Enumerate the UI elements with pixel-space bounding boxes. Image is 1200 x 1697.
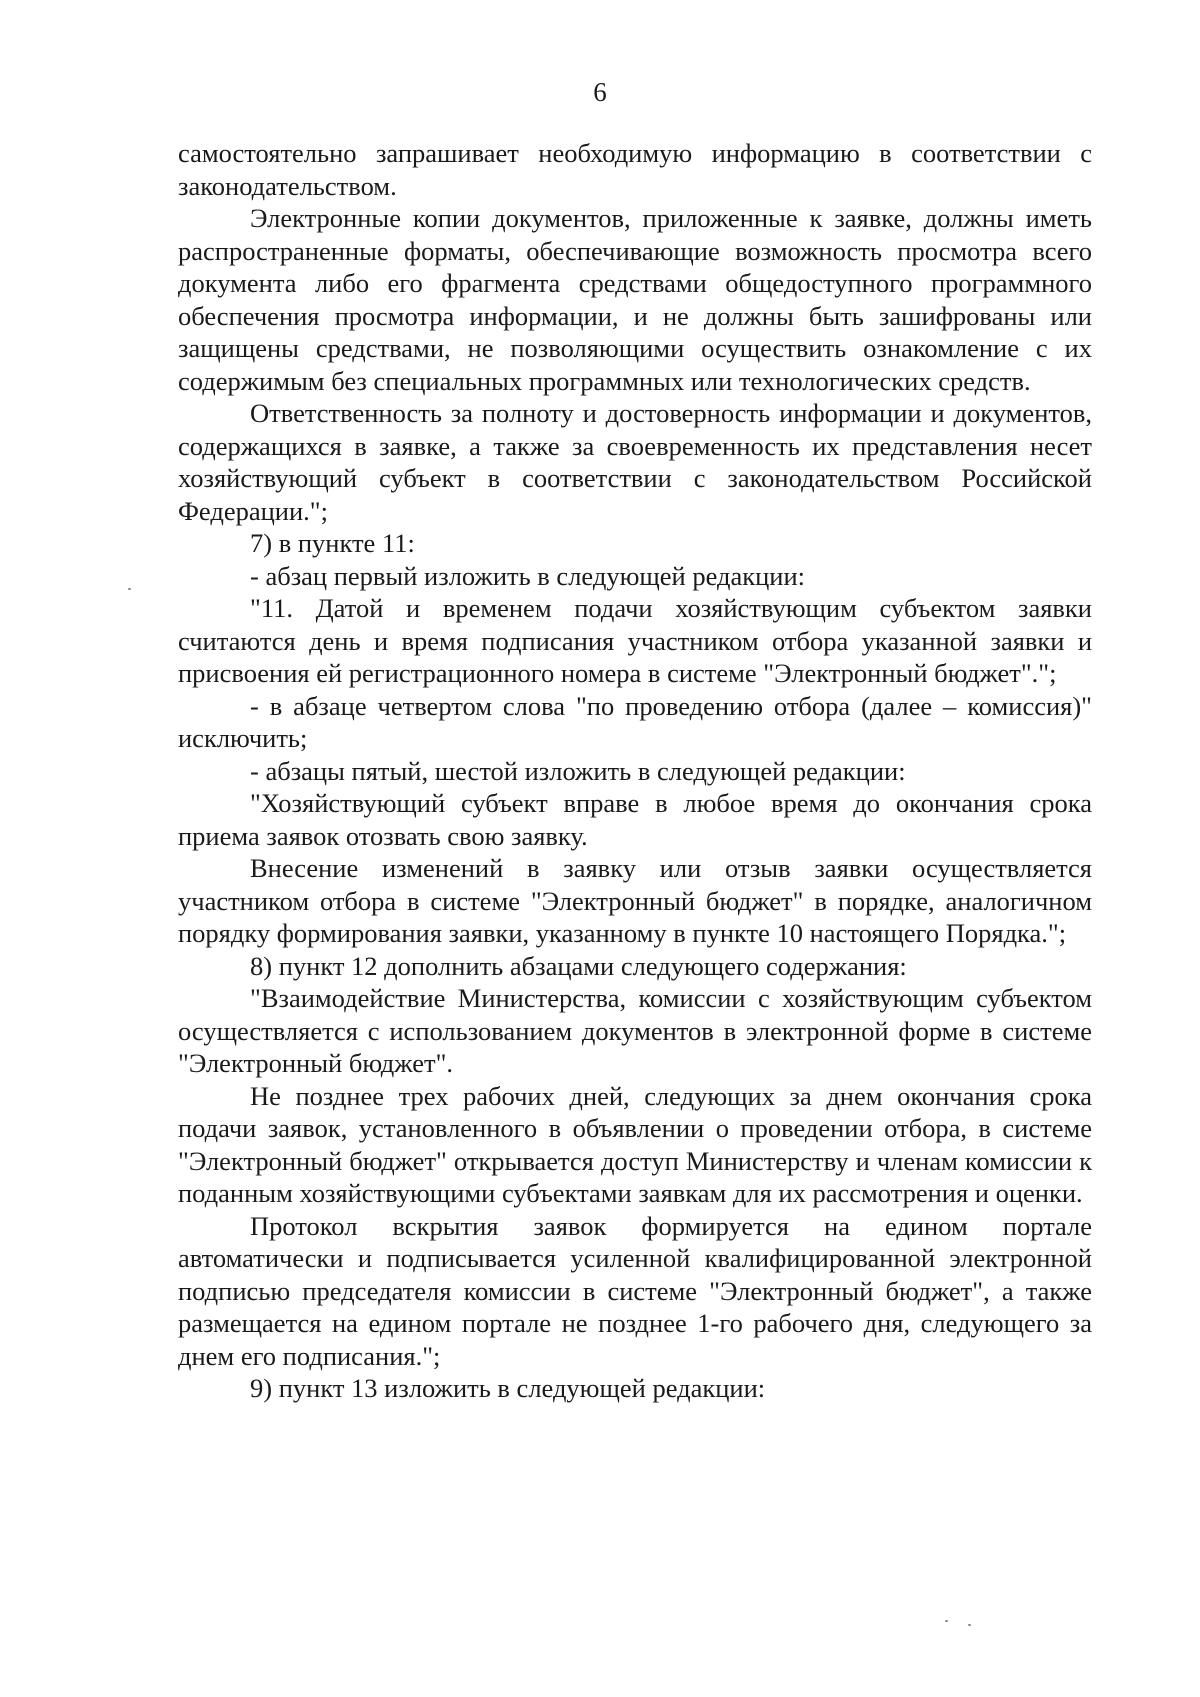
paragraph-electronic-copies: Электронные копии документов, приложенные к заявке, должны иметь распространенные форматы, обеспечивающие возможность просмотра всего документа либо его фрагмента средствами общедоступного программного обеспечения просмотра информации, и не должны быть зашифрованы или защищены средствами, не позволяющими осуществить ознакомление с их содержимым без специальных программных или технологических средств.: [178, 203, 1092, 396]
paragraph-access-deadline: Не позднее трех рабочих дней, следующих за днем окончания срока подачи заявок, установленного в объявлении о проведении отбора, в системе "Электронный бюджет" открывается доступ Министерству и членам комиссии к поданным хозяйствующими субъектами заявкам для их рассмотрения и оценки.: [178, 1080, 1092, 1208]
item-7-fourth-indent: - в абзаце четвертом слова "по проведению отбора (далее – комиссия)" исключить;: [178, 690, 1092, 753]
item-7-fifth-sixth-indents: - абзацы пятый, шестой изложить в следующей редакции:: [250, 755, 906, 786]
scan-speck: [968, 1624, 971, 1626]
document-body: [178, 137, 1092, 1405]
paragraph-interaction: "Взаимодействие Министерства, комиссии с хозяйствующим субъектом осуществляется с использованием документов в электронной форме в системе "Электронный бюджет".: [178, 983, 1092, 1078]
paragraph-responsibility: Ответственность за полноту и достоверность информации и документов, содержащихся в заявке, а также за своевременность их представления несет хозяйствующий субъект в соответствии с законодательством Российской Федерации.";: [178, 398, 1092, 526]
paragraph-point-11: "11. Датой и временем подачи хозяйствующим субъектом заявки считаются день и время подписания участником отбора указанной заявки и присвоения ей регистрационного номера в системе "Электронный бюджет".";: [178, 593, 1092, 688]
item-8-heading: 8) пункт 12 дополнить абзацами следующего содержания:: [250, 950, 907, 981]
scan-speck: [128, 588, 131, 590]
item-7-heading: 7) в пункте 11:: [250, 528, 415, 558]
scan-speck: [945, 1620, 948, 1622]
paragraph-continuation: самостоятельно запрашивает необходимую информацию в соответствии с законодательством.: [178, 138, 1092, 201]
paragraph-opening-protocol: Протокол вскрытия заявок формируется на едином портале автоматически и подписывается усиленной квалифицированной электронной подписью председателя комиссии в системе "Электронный бюджет", а также размещается на едином портале не позднее 1-го рабочего дня, следующего за днем его подписания.";: [178, 1210, 1092, 1371]
paragraph-withdraw-application: "Хозяйствующий субъект вправе в любое время до окончания срока приема заявок отозвать свою заявку.: [178, 788, 1092, 851]
page-number: 6: [593, 77, 607, 107]
item-9-heading: 9) пункт 13 изложить в следующей редакции:: [250, 1373, 766, 1403]
paragraph-changes-application: Внесение изменений в заявку или отзыв заявки осуществляется участником отбора в системе "Электронный бюджет" в порядке, аналогичном порядку формирования заявки, указанному в пункте 10 настоящего Порядка.";: [178, 853, 1092, 948]
item-7-first-indent: - абзац первый изложить в следующей редакции:: [250, 560, 806, 591]
